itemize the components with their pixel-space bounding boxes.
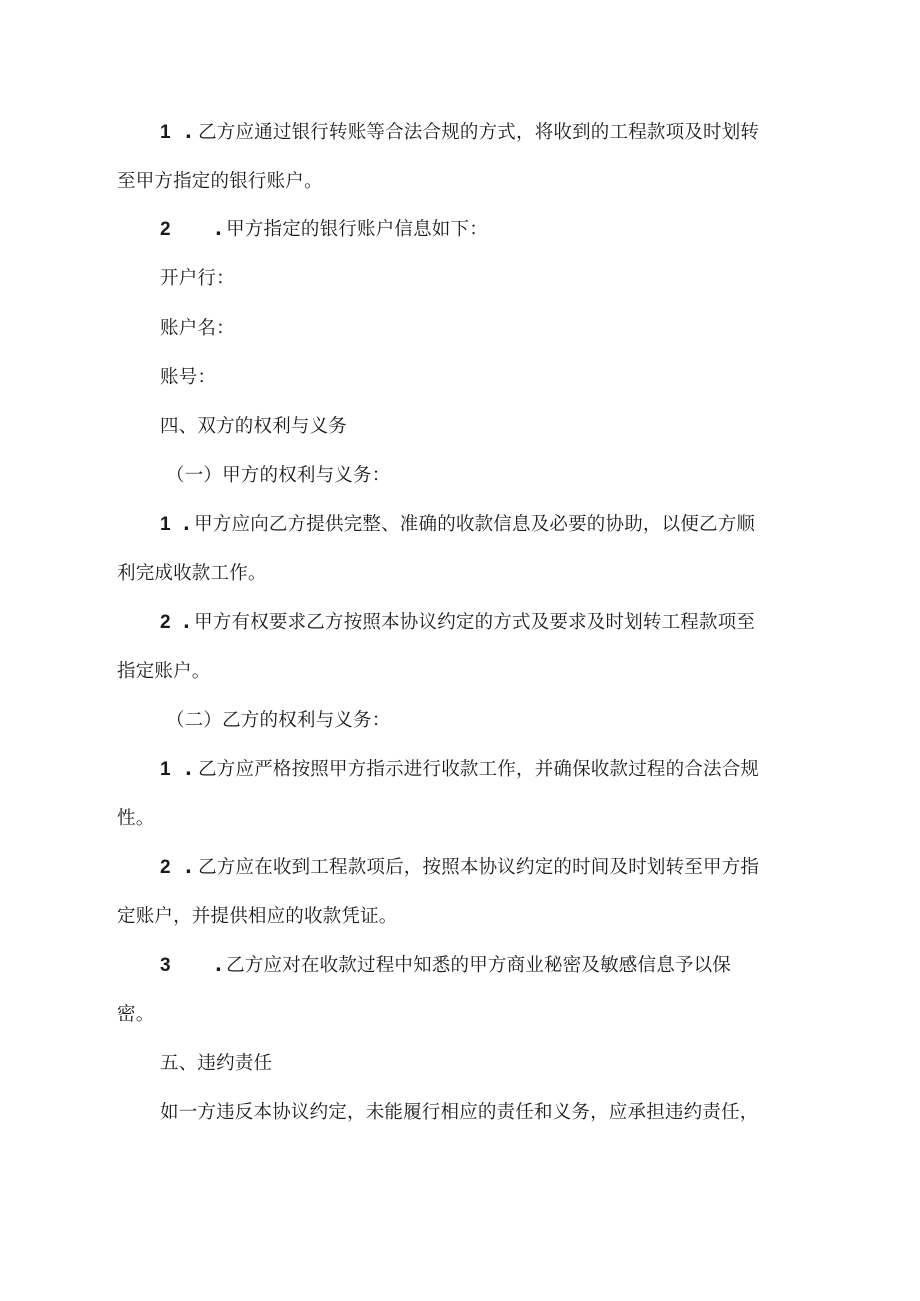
item-dot: .	[182, 612, 191, 633]
list-item	[160, 513, 796, 537]
item-text: 甲方指定的银行账户信息如下：	[226, 219, 488, 240]
paragraph-text: 如一方违反本协议约定，未能履行相应的责任和义务，应承担违约责任，	[160, 1102, 759, 1123]
item-text: 乙方应对在收款过程中知悉的甲方商业秘密及敏感信息予以保	[226, 955, 732, 976]
item-dot: .	[214, 219, 223, 240]
item-number: 1	[160, 759, 171, 780]
section-heading: 五、违约责任	[160, 1053, 273, 1074]
item-text: 甲方应向乙方提供完整、准确的收款信息及必要的协助，以便乙方顺	[194, 514, 756, 535]
item-dot: .	[184, 857, 193, 878]
item-number: 1	[160, 122, 171, 143]
list-item	[160, 218, 488, 242]
item-text: 乙方应严格按照甲方指示进行收款工作，并确保收款过程的合法合规	[198, 759, 760, 780]
item-text-continued: 至甲方指定的银行账户。	[117, 171, 323, 192]
item-number: 1	[160, 514, 171, 535]
section-heading: 四、双方的权利与义务	[160, 416, 348, 437]
account-name-label: 账户名：	[160, 318, 235, 339]
item-number: 2	[160, 857, 171, 878]
item-dot: .	[182, 514, 191, 535]
item-number: 3	[160, 955, 171, 976]
item-number: 2	[160, 219, 171, 240]
subsection-heading: （二）乙方的权利与义务：	[166, 710, 391, 731]
item-dot: .	[214, 955, 223, 976]
item-text: 乙方应通过银行转账等合法合规的方式，将收到的工程款项及时划转	[198, 122, 760, 143]
bank-label: 开户行：	[160, 268, 235, 289]
list-item	[160, 611, 796, 635]
list-item	[160, 856, 796, 880]
list-item	[160, 954, 731, 978]
list-item	[160, 758, 796, 782]
account-number-label: 账号：	[160, 367, 217, 388]
list-item	[160, 121, 796, 145]
item-text-continued: 定账户，并提供相应的收款凭证。	[117, 906, 398, 927]
item-text-continued: 密。	[117, 1004, 155, 1025]
item-text-continued: 性。	[117, 808, 155, 829]
item-number: 2	[160, 612, 171, 633]
subsection-heading: （一）甲方的权利与义务：	[166, 465, 391, 486]
item-dot: .	[184, 122, 193, 143]
item-text: 乙方应在收到工程款项后，按照本协议约定的时间及时划转至甲方指	[198, 857, 760, 878]
item-text-continued: 利完成收款工作。	[117, 563, 267, 584]
item-text: 甲方有权要求乙方按照本协议约定的方式及要求及时划转工程款项至	[194, 612, 756, 633]
item-dot: .	[184, 759, 193, 780]
item-text-continued: 指定账户。	[117, 661, 211, 682]
